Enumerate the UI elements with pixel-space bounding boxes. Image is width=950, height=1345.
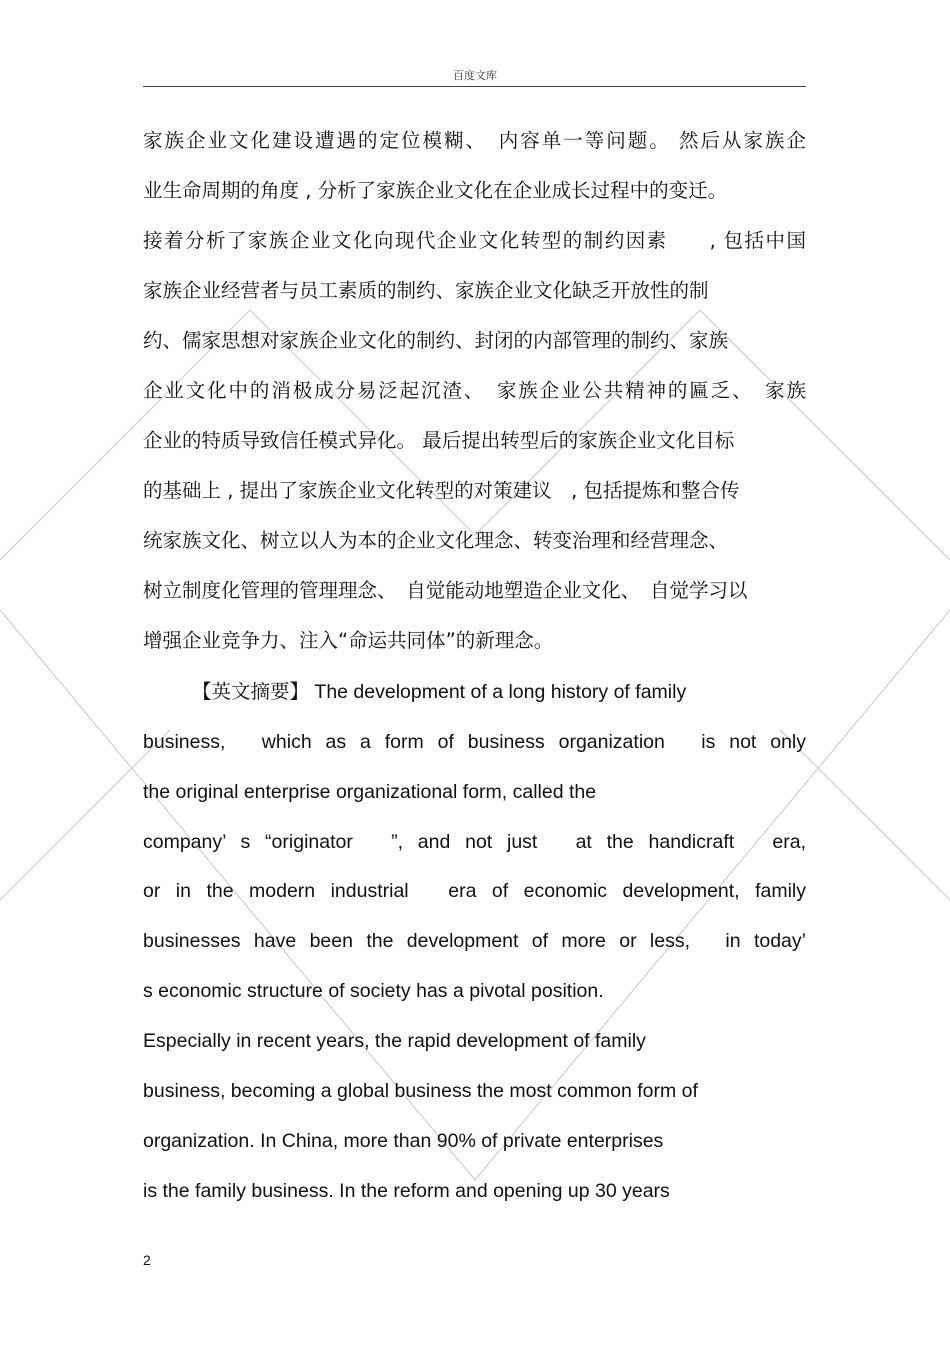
body-line-15: company’ s “originator ”, and not just at the handicraft era, [143,831,806,853]
body-line-7: 企业的特质导致信任模式异化。 最后提出转型后的家族企业文化目标 [143,429,735,452]
page-header-title: 百度文库 [453,69,497,82]
body-line-5: 约、儒家思想对家族企业文化的制约、封闭的内部管理的制约、家族 [143,329,729,352]
body-line-8: 的基础上 , 提出了家族企业文化转型的对策建议 , 包括提炼和整合传 [143,479,740,502]
body-line-4: 家族企业经营者与员工素质的制约、家族企业文化缺乏开放性的制 [143,279,709,302]
body-line-20: business, becoming a global business the most common form of [143,1080,698,1102]
english-abstract-heading-line: 【英文摘要】 The development of a long history of family [192,681,687,703]
header-divider [143,86,806,87]
body-line-3: 接着分析了家族企业文化向现代企业文化转型的制约因素 , 包括中国 [143,229,806,252]
body-line-1: 家族企业文化建设遭遇的定位模糊、 内容单一等问题。 然后从家族企 [143,129,806,152]
body-line-22: is the family business. In the reform and opening up 30 years [143,1180,670,1202]
body-line-19: Especially in recent years, the rapid development of family [143,1030,646,1052]
body-line-10: 树立制度化管理的管理理念、 自觉能动地塑造企业文化、 自觉学习以 [143,579,748,602]
body-line-11: 增强企业竞争力、注入“命运共同体”的新理念。 [143,629,554,652]
page-number: 2 [143,1252,151,1268]
body-line-16: or in the modern industrial era of economic development, family [143,880,806,902]
body-line-18: s economic structure of society has a pivotal position. [143,980,604,1002]
body-line-17: businesses have been the development of more or less, in today’ [143,930,806,952]
body-line-9: 统家族文化、树立以人为本的企业文化理念、转变治理和经营理念、 [143,529,729,552]
body-line-14: the original enterprise organizational form, called the [143,781,597,803]
body-line-21: organization. In China, more than 90% of private enterprises [143,1130,664,1152]
body-line-13: business, which as a form of business organization is not only [143,731,806,753]
body-line-6: 企业文化中的消极成分易泛起沉渣、 家族企业公共精神的匾乏、 家族 [143,379,806,402]
body-line-2: 业生命周期的角度 , 分析了家族企业文化在企业成长过程中的变迁。 [143,179,728,202]
